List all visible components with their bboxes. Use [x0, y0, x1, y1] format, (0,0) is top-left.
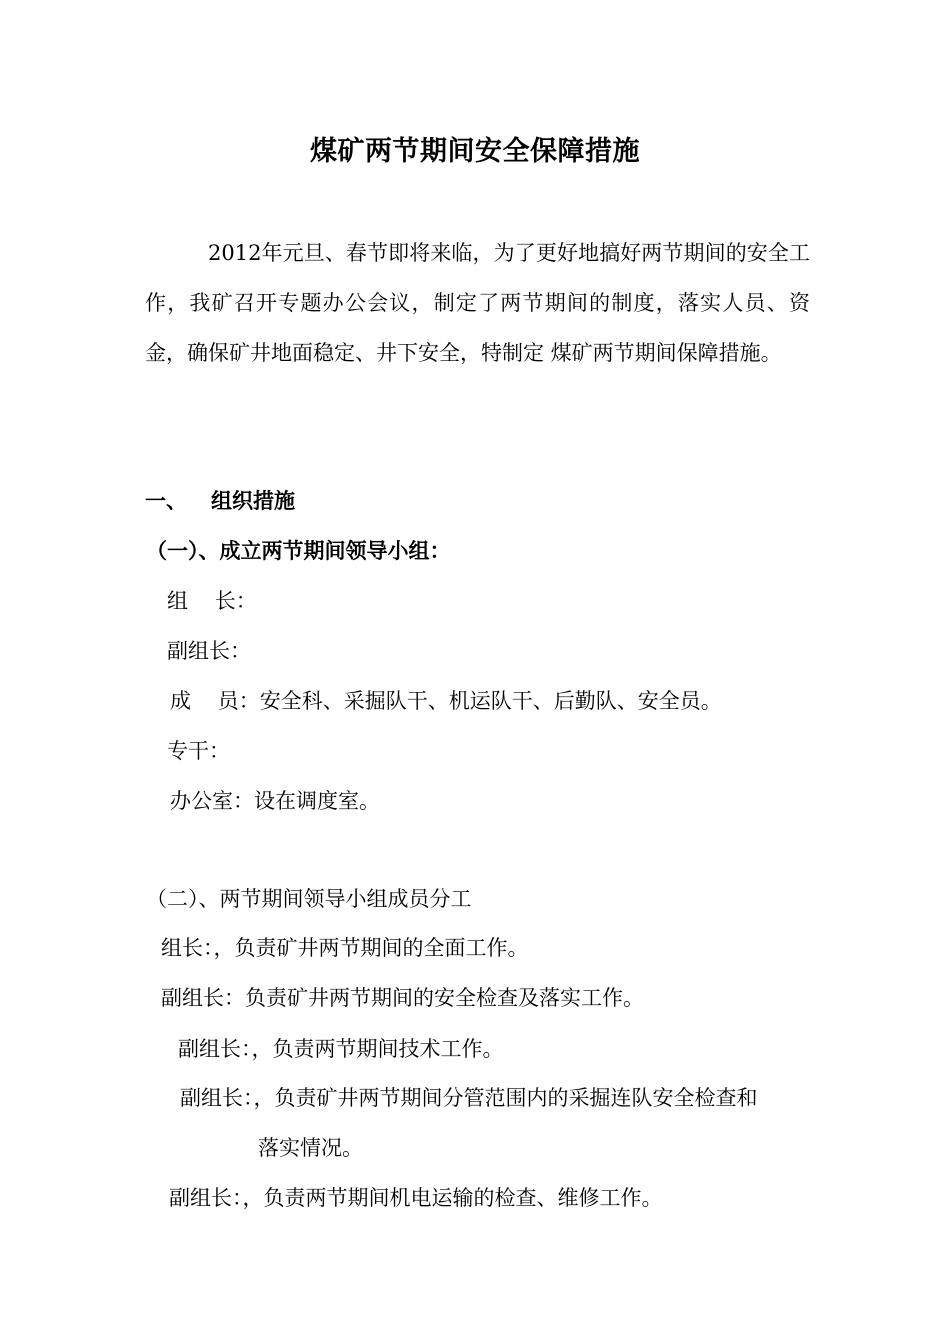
list-item: 副组长： [167, 639, 251, 663]
section-number: 一、 [145, 488, 187, 513]
section-heading: 组织措施 [211, 488, 295, 513]
intro-paragraph: 2012年元旦、春节即将来临，为了更好地搞好两节期间的安全工作，我矿召开专题办公会议，制定了两节期间的制度，落实人员、资金，确保矿井地面稳定、井下安全，特制定 煤矿两节期间保障措施。 [145, 241, 810, 365]
list-item: 办公室：设在调度室。 [170, 789, 380, 813]
list-item: 副组长：，负责矿井两节期间分管范围内的采掘连队安全检查和 [180, 1086, 758, 1110]
list-item: 副组长：负责矿井两节期间的安全检查及落实工作。 [161, 986, 644, 1010]
list-item: 组 长： [167, 589, 257, 613]
document-title: 煤矿两节期间安全保障措施 [310, 136, 640, 167]
subsection-heading-2: （二）、两节期间领导小组成员分工 [146, 887, 472, 911]
list-item: 落实情况。 [258, 1136, 363, 1160]
list-item: 专干： [167, 739, 230, 763]
list-item: 成 员：安全科、采掘队干、机运队干、后勤队、安全员。 [170, 689, 722, 713]
subsection-heading-1: （一）、成立两节期间领导小组： [146, 538, 451, 563]
list-item: 组长：，负责矿井两节期间的全面工作。 [161, 936, 529, 960]
list-item: 副组长：，负责两节期间技术工作。 [178, 1037, 504, 1061]
list-item: 副组长：，负责两节期间机电运输的检查、维修工作。 [169, 1186, 663, 1210]
